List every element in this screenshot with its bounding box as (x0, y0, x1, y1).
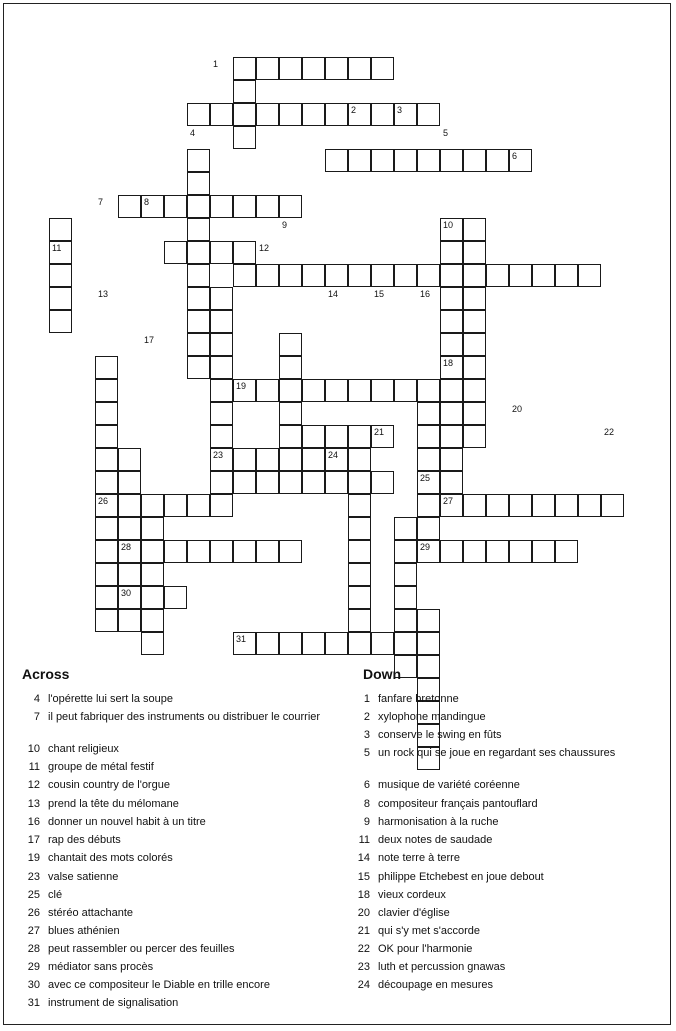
grid-cell[interactable] (95, 356, 118, 379)
clue-number: 2 (363, 711, 370, 723)
cell-number: 27 (443, 496, 454, 506)
grid-cell[interactable] (279, 356, 302, 379)
grid-cell[interactable] (325, 379, 348, 402)
clue-number: 8 (363, 798, 370, 810)
grid-cell[interactable] (95, 471, 118, 494)
grid-cell[interactable] (302, 57, 325, 80)
clue-number: 3 (363, 729, 370, 741)
grid-cell[interactable] (417, 494, 440, 517)
across-heading: Across (22, 666, 70, 682)
grid-cell[interactable] (302, 379, 325, 402)
grid-cell[interactable] (440, 333, 463, 356)
grid-cell[interactable] (325, 425, 348, 448)
grid-cell[interactable] (118, 609, 141, 632)
grid-cell[interactable] (394, 563, 417, 586)
cell-number: 8 (144, 197, 150, 207)
clue-number: 15 (357, 871, 370, 883)
clue-number: 17 (27, 834, 40, 846)
grid-cell[interactable] (210, 379, 233, 402)
clue-text: musique de variété coréenne (378, 779, 520, 791)
grid-cell[interactable] (578, 494, 601, 517)
clue-number: 5 (363, 747, 370, 759)
grid-cell[interactable] (348, 540, 371, 563)
clue-number: 12 (27, 779, 40, 791)
clue-number: 10 (27, 743, 40, 755)
grid-cell[interactable] (279, 540, 302, 563)
grid-cell[interactable] (348, 471, 371, 494)
grid-cell[interactable] (233, 264, 256, 287)
grid-cell[interactable] (532, 494, 555, 517)
cell-number: 24 (328, 450, 339, 460)
grid-cell[interactable] (49, 310, 72, 333)
grid-cell[interactable] (417, 609, 440, 632)
cell-number: 18 (443, 358, 454, 368)
grid-cell[interactable] (49, 264, 72, 287)
grid-cell[interactable] (463, 287, 486, 310)
grid-cell[interactable] (187, 218, 210, 241)
grid-cell[interactable] (417, 517, 440, 540)
grid-cell[interactable] (463, 264, 486, 287)
grid-cell[interactable] (118, 448, 141, 471)
grid-cell[interactable] (279, 195, 302, 218)
clue-number: 16 (27, 816, 40, 828)
clue-number: 11 (358, 834, 370, 846)
grid-cell[interactable] (141, 632, 164, 655)
grid-cell[interactable] (440, 310, 463, 333)
clue-text: xylophone mandingue (378, 711, 486, 723)
grid-cell[interactable] (440, 241, 463, 264)
clue-text: découpage en mesures (378, 979, 493, 991)
clue-number: 23 (357, 961, 370, 973)
grid-cell[interactable] (187, 195, 210, 218)
grid-cell[interactable] (440, 264, 463, 287)
grid-cell[interactable] (555, 540, 578, 563)
grid-cell[interactable] (486, 494, 509, 517)
grid-cell[interactable] (256, 471, 279, 494)
grid-cell[interactable] (371, 471, 394, 494)
down-heading: Down (363, 666, 402, 682)
grid-cell[interactable] (49, 287, 72, 310)
grid-cell[interactable] (164, 195, 187, 218)
grid-cell[interactable] (95, 402, 118, 425)
clue-text: luth et percussion gnawas (378, 961, 506, 973)
grid-cell[interactable] (279, 333, 302, 356)
grid-cell[interactable] (187, 103, 210, 126)
cell-number: 22 (604, 427, 615, 437)
grid-cell[interactable] (578, 264, 601, 287)
cell-number: 6 (512, 151, 518, 161)
clue-number: 13 (27, 798, 40, 810)
cell-number: 15 (374, 289, 385, 299)
cell-number: 17 (144, 335, 155, 345)
grid-cell[interactable] (325, 149, 348, 172)
grid-cell[interactable] (463, 540, 486, 563)
grid-cell[interactable] (95, 563, 118, 586)
clue-text: il peut fabriquer des instruments ou distribuer le courrier (48, 711, 321, 723)
grid-cell[interactable] (463, 379, 486, 402)
clue-text: conserve le swing en fûts (378, 729, 502, 741)
grid-cell[interactable] (532, 540, 555, 563)
grid-cell[interactable] (394, 264, 417, 287)
grid-cell[interactable] (210, 425, 233, 448)
grid-cell[interactable] (95, 448, 118, 471)
grid-cell[interactable] (417, 448, 440, 471)
cell-number: 7 (98, 197, 104, 207)
clue-number: 19 (27, 852, 40, 864)
clue-number: 9 (363, 816, 370, 828)
grid-cell[interactable] (325, 103, 348, 126)
grid-cell[interactable] (187, 287, 210, 310)
clue-text: l'opérette lui sert la soupe (48, 693, 174, 705)
grid-cell[interactable] (463, 149, 486, 172)
clue-number: 23 (27, 871, 40, 883)
clue-text: deux notes de saudade (378, 834, 493, 846)
grid-cell[interactable] (348, 563, 371, 586)
grid-cell[interactable] (210, 103, 233, 126)
grid-cell[interactable] (509, 494, 532, 517)
grid-cell[interactable] (394, 586, 417, 609)
clue-text: prend la tête du mélomane (48, 798, 179, 810)
grid-cell[interactable] (256, 448, 279, 471)
clue-number: 26 (27, 907, 40, 919)
clue-number: 1 (363, 693, 370, 705)
grid-cell[interactable] (302, 103, 325, 126)
clue-text: un rock qui se joue en regardant ses chaussures (378, 747, 616, 759)
grid-cell[interactable] (233, 126, 256, 149)
grid-cell[interactable] (463, 402, 486, 425)
grid-cell[interactable] (141, 494, 164, 517)
grid-cell[interactable] (348, 448, 371, 471)
grid-cell[interactable] (141, 586, 164, 609)
grid-cell[interactable] (463, 425, 486, 448)
grid-cell[interactable] (463, 241, 486, 264)
grid-cell[interactable] (95, 517, 118, 540)
cell-number: 16 (420, 289, 431, 299)
clue-text: donner un nouvel habit à un titre (48, 816, 206, 828)
grid-cell[interactable] (233, 448, 256, 471)
cell-number: 30 (121, 588, 132, 598)
grid-cell[interactable] (210, 241, 233, 264)
grid-cell[interactable] (440, 379, 463, 402)
clue-number: 31 (27, 997, 40, 1009)
grid-cell[interactable] (118, 494, 141, 517)
clue-number: 14 (357, 852, 370, 864)
cell-number: 19 (236, 381, 247, 391)
grid-cell[interactable] (486, 264, 509, 287)
grid-cell[interactable] (118, 471, 141, 494)
grid-cell[interactable] (210, 333, 233, 356)
cell-number: 25 (420, 473, 431, 483)
grid-cell[interactable] (417, 379, 440, 402)
grid-cell[interactable] (486, 149, 509, 172)
grid-cell[interactable] (509, 264, 532, 287)
grid-cell[interactable] (210, 494, 233, 517)
grid-cell[interactable] (371, 379, 394, 402)
grid-cell[interactable] (394, 632, 417, 655)
clue-number: 22 (357, 943, 370, 955)
clue-text: harmonisation à la ruche (378, 816, 499, 828)
grid-cell[interactable] (210, 471, 233, 494)
grid-cell[interactable] (187, 540, 210, 563)
grid-cell[interactable] (325, 57, 348, 80)
grid-cell[interactable] (394, 149, 417, 172)
cell-number: 29 (420, 542, 431, 552)
grid-cell[interactable] (417, 655, 440, 678)
grid-cell[interactable] (233, 80, 256, 103)
grid-cell[interactable] (279, 471, 302, 494)
grid-cell[interactable] (440, 149, 463, 172)
grid-cell[interactable] (371, 264, 394, 287)
grid-cell[interactable] (463, 310, 486, 333)
grid-cell[interactable] (256, 57, 279, 80)
grid-cell[interactable] (279, 448, 302, 471)
grid-cell[interactable] (164, 494, 187, 517)
grid-cell[interactable] (348, 379, 371, 402)
grid-cell[interactable] (348, 264, 371, 287)
clue-number: 20 (357, 907, 370, 919)
grid-cell[interactable] (440, 425, 463, 448)
grid-cell[interactable] (371, 149, 394, 172)
grid-cell[interactable] (95, 540, 118, 563)
grid-cell[interactable] (256, 103, 279, 126)
cell-number: 21 (374, 427, 385, 437)
clue-text: stéréo attachante (48, 907, 134, 919)
grid-cell[interactable] (348, 586, 371, 609)
grid-cell[interactable] (325, 264, 348, 287)
cell-number: 28 (121, 542, 132, 552)
grid-cell[interactable] (325, 632, 348, 655)
clue-text: cousin country de l'orgue (48, 779, 170, 791)
grid-cell[interactable] (417, 632, 440, 655)
grid-cell[interactable] (463, 218, 486, 241)
cell-number: 20 (512, 404, 523, 414)
clue-text: médiator sans procès (48, 961, 154, 973)
cell-number: 26 (98, 496, 109, 506)
grid-cell[interactable] (256, 264, 279, 287)
grid-cell[interactable] (555, 264, 578, 287)
cell-number: 1 (213, 59, 219, 69)
cell-number: 3 (397, 105, 403, 115)
grid-cell[interactable] (394, 609, 417, 632)
grid-cell[interactable] (233, 195, 256, 218)
grid-cell[interactable] (233, 57, 256, 80)
clue-text: blues athénien (48, 925, 120, 937)
grid-cell[interactable] (325, 471, 348, 494)
grid-cell[interactable] (210, 195, 233, 218)
clue-text: avec ce compositeur le Diable en trille encore (48, 979, 270, 991)
grid-cell[interactable] (49, 218, 72, 241)
grid-cell[interactable] (417, 264, 440, 287)
cell-number: 11 (52, 243, 62, 253)
clue-text: philippe Etchebest en joue debout (378, 871, 544, 883)
grid-cell[interactable] (256, 632, 279, 655)
clue-text: groupe de métal festif (48, 761, 154, 773)
grid-cell[interactable] (463, 356, 486, 379)
clue-text: OK pour l'harmonie (378, 943, 473, 955)
clue-text: clavier d'église (378, 907, 450, 919)
grid-cell[interactable] (279, 57, 302, 80)
grid-cell[interactable] (348, 517, 371, 540)
grid-cell[interactable] (532, 264, 555, 287)
grid-cell[interactable] (302, 264, 325, 287)
clue-number: 18 (357, 889, 370, 901)
grid-cell[interactable] (164, 241, 187, 264)
grid-cell[interactable] (440, 448, 463, 471)
clue-text: instrument de signalisation (48, 997, 179, 1009)
grid-cell[interactable] (141, 517, 164, 540)
grid-cell[interactable] (187, 494, 210, 517)
grid-cell[interactable] (141, 563, 164, 586)
clue-number: 11 (28, 761, 40, 773)
grid-cell[interactable] (118, 563, 141, 586)
clue-number: 4 (33, 693, 40, 705)
grid-cell[interactable] (440, 402, 463, 425)
grid-cell[interactable] (371, 103, 394, 126)
cell-number: 13 (98, 289, 109, 299)
grid-cell[interactable] (371, 57, 394, 80)
clue-text: chantait des mots colorés (48, 852, 173, 864)
cell-number: 31 (236, 634, 247, 644)
clue-number: 6 (363, 779, 370, 791)
grid-cell[interactable] (210, 310, 233, 333)
grid-cell[interactable] (348, 494, 371, 517)
grid-cell[interactable] (394, 517, 417, 540)
grid-cell[interactable] (118, 195, 141, 218)
grid-cell[interactable] (302, 632, 325, 655)
grid-cell[interactable] (187, 241, 210, 264)
grid-cell[interactable] (95, 379, 118, 402)
grid-cell[interactable] (164, 540, 187, 563)
grid-cell[interactable] (256, 195, 279, 218)
clue-text: note terre à terre (378, 852, 460, 864)
grid-cell[interactable] (417, 402, 440, 425)
clue-text: valse satienne (48, 871, 119, 883)
grid-cell[interactable] (210, 356, 233, 379)
clue-text: chant religieux (48, 743, 119, 755)
grid-cell[interactable] (95, 425, 118, 448)
clue-number: 21 (357, 925, 370, 937)
grid-cell[interactable] (95, 586, 118, 609)
clue-text: peut rassembler ou percer des feuilles (48, 943, 235, 955)
grid-cell[interactable] (417, 425, 440, 448)
grid-cell[interactable] (256, 540, 279, 563)
cell-number: 5 (443, 128, 449, 138)
clue-text: qui s'y met s'accorde (378, 925, 481, 937)
clue-number: 28 (27, 943, 40, 955)
clue-number: 27 (27, 925, 40, 937)
grid-cell[interactable] (279, 103, 302, 126)
grid-cell[interactable] (141, 609, 164, 632)
grid-cell[interactable] (256, 379, 279, 402)
grid-cell[interactable] (233, 103, 256, 126)
grid-cell[interactable] (509, 540, 532, 563)
grid-cell[interactable] (463, 494, 486, 517)
grid-cell[interactable] (417, 149, 440, 172)
grid-cell[interactable] (601, 494, 624, 517)
grid-cell[interactable] (394, 379, 417, 402)
grid-cell[interactable] (233, 540, 256, 563)
grid-cell[interactable] (348, 632, 371, 655)
clue-text: clé (48, 889, 63, 901)
cell-number: 14 (328, 289, 339, 299)
grid-cell[interactable] (210, 540, 233, 563)
grid-cell[interactable] (164, 586, 187, 609)
grid-cell[interactable] (348, 425, 371, 448)
grid-cell[interactable] (302, 448, 325, 471)
grid-cell[interactable] (279, 264, 302, 287)
clue-number: 7 (33, 711, 40, 723)
clue-text: fanfare bretonne (378, 693, 459, 705)
cell-number: 10 (443, 220, 454, 230)
grid-cell[interactable] (302, 425, 325, 448)
grid-cell[interactable] (463, 333, 486, 356)
grid-cell[interactable] (118, 517, 141, 540)
clue-text: rap des débuts (48, 834, 121, 846)
grid-cell[interactable] (279, 632, 302, 655)
grid-cell[interactable] (187, 172, 210, 195)
grid-cell[interactable] (187, 264, 210, 287)
grid-cell[interactable] (348, 609, 371, 632)
grid-cell[interactable] (233, 241, 256, 264)
grid-cell[interactable] (440, 471, 463, 494)
grid-cell[interactable] (417, 103, 440, 126)
grid-cell[interactable] (210, 402, 233, 425)
cell-number: 4 (190, 128, 196, 138)
grid-cell[interactable] (210, 287, 233, 310)
clue-text: compositeur français pantouflard (378, 798, 538, 810)
grid-cell[interactable] (394, 540, 417, 563)
cell-number: 12 (259, 243, 270, 253)
cell-number: 2 (351, 105, 357, 115)
grid-cell[interactable] (187, 333, 210, 356)
grid-cell[interactable] (440, 540, 463, 563)
grid-cell[interactable] (233, 471, 256, 494)
grid-cell[interactable] (486, 540, 509, 563)
grid-cell[interactable] (141, 540, 164, 563)
clue-number: 30 (27, 979, 40, 991)
grid-cell[interactable] (187, 310, 210, 333)
grid-cell[interactable] (555, 494, 578, 517)
grid-cell[interactable] (371, 632, 394, 655)
clue-number: 24 (357, 979, 370, 991)
grid-cell[interactable] (279, 402, 302, 425)
grid-cell[interactable] (348, 57, 371, 80)
grid-cell[interactable] (440, 287, 463, 310)
clue-number: 29 (27, 961, 40, 973)
grid-cell[interactable] (279, 379, 302, 402)
grid-cell[interactable] (95, 609, 118, 632)
cell-number: 9 (282, 220, 288, 230)
clue-number: 25 (27, 889, 40, 901)
grid-cell[interactable] (302, 471, 325, 494)
grid-cell[interactable] (187, 149, 210, 172)
grid-cell[interactable] (187, 356, 210, 379)
grid-cell[interactable] (348, 149, 371, 172)
grid-cell[interactable] (279, 425, 302, 448)
clue-text: vieux cordeux (378, 889, 446, 901)
cell-number: 23 (213, 450, 224, 460)
